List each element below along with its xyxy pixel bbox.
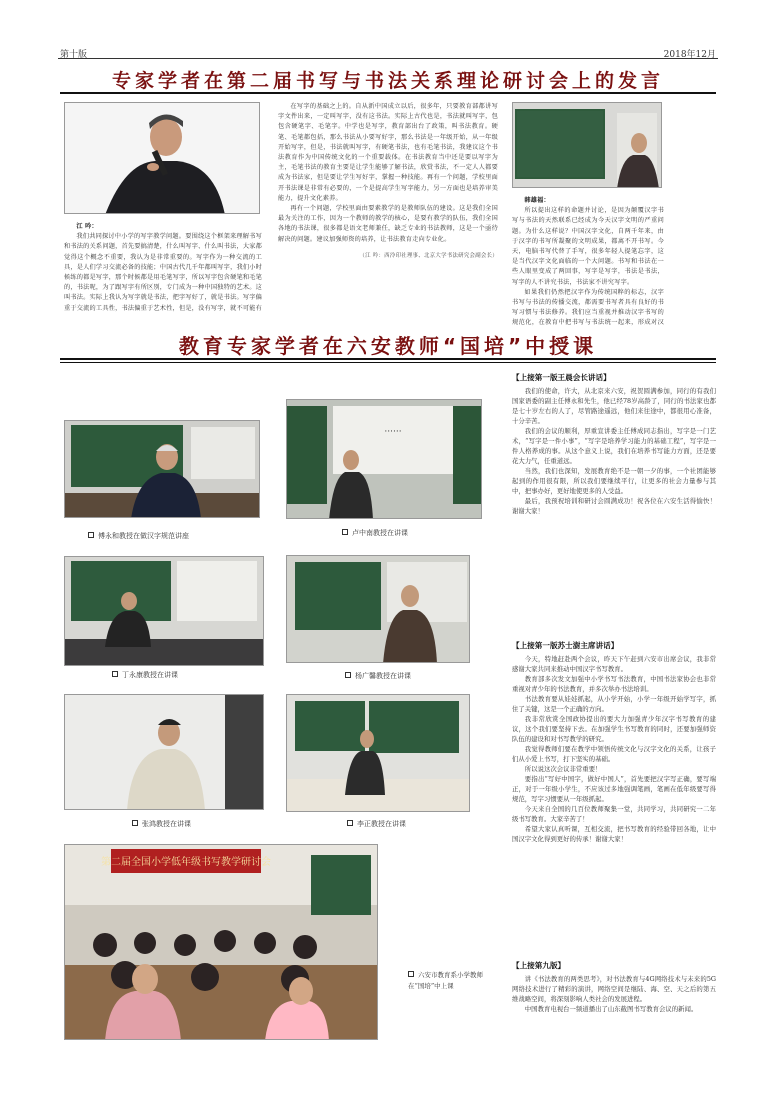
- column2-footnote: （江 吟：西泠印社理事、北京大学书法研究会副会长）: [359, 252, 498, 259]
- classroom-photo-3: [64, 556, 264, 666]
- section2-title: 教育专家学者在六安教师“国培”中授课: [178, 334, 598, 358]
- page-number-label: 第十版: [60, 50, 88, 60]
- article1-heading: 【上接第一版王晨会长讲话】: [512, 373, 611, 382]
- article3-heading: 【上接第九版】: [512, 961, 566, 970]
- article3-body: 讲《书法教育的两类思考》，对书法教育与4G网络技术与未来的5G网络技术进行了精彩的演讲，网络空间是继陆、海、空、天之后的第五维战略空间，将深刻影响人类社会的发展进程。 中国教育电视台一频道播出了山东截图书写教育会议的新闻。: [512, 975, 716, 1013]
- column2-body: 在写字的基础之上的。自从新中国成立以后，很多年，只要教育部都讲写字文件出来，一定叫写字，没有这书法。实际上古代也是，书法就叫写字，包包含硬笔字、毛笔字。中学也是写字，教育部出台了政策，叫书法教育。硬笔、毛笔都包括，那么书法从小要写好字，那么书法是一年级开始，从一年级开始写字，但是，书法就叫写字，有硬笔书法，也有毛笔书法，我建议这个书法教育作为中国传统文化的一个重要载体。在书法教育当中还是要以写字为主，毛笔书法的教育主要是让学生能够了解书法，欣赏书法，不一定人人都要成为书法家，但是要让学生写好字，掌握一种技能。再有一个问题，学校里面开书法课是非常有必要的，一个是提高学生写字能力，另一方面也是培养审美能力，提升文化素养。: [278, 103, 498, 202]
- speaker1-name: 江 吟：: [76, 223, 98, 230]
- speaker2-body: 所以提出这样的命题并讨论，是因为颠覆汉字书写与书法的天然联系已经成为今天汉字文明的严重问题。为什么这样说？中国汉字文化，自两千年来，由于汉字的书写所凝聚的文明成果，都离不开书写。今天，电脑书写代替了手写，很多年轻人提笔忘字，这是当代汉字文化面临的一个大问题。书写和书法在一些人眼里变成了两回事，写字是写字，书法是书法，写字的人不讲究书法，书法家不讲究写字。: [512, 207, 664, 286]
- column2-text: [278, 102, 498, 324]
- issue-date: 2018年12月: [663, 50, 716, 60]
- speaker2-name: 韩雄福：: [524, 197, 550, 204]
- caption-6: 李正教授在讲课: [347, 819, 406, 829]
- speaker2-body-b: 如果我们仍然把汉字作为传统国粹的标志，汉字书写与书法的传播交流，都需要书写者具有良好的书写习惯与书法修养。我们应当重视并推动汉字书写的规范化，在教育中把书写与书法统一起来，形成对汉: [512, 288, 664, 327]
- title-rule: [60, 92, 716, 94]
- section1-title: 专家学者在第二届书写与书法关系理论研讨会上的发言: [111, 70, 664, 92]
- section2-rule-thin: [60, 362, 716, 363]
- article2-heading: 【上接第一版苏士澍主席讲话】: [512, 641, 619, 650]
- column2-body-b: 再有一个问题，学校里面由要素教学的是教师队伍的建设。这是我们全国最为关注的工作，因为一个教师的教学的核心，是要有教学的队伍，我们全国各地的书法课，很多都是语文老师兼任，缺乏专业的书法教师，这是一个亟待解决的问题。建议加强师资的培养，让书法教育走向专业化。: [278, 205, 498, 243]
- classroom-photo-5: [64, 694, 264, 810]
- speaker2-text: [512, 196, 664, 328]
- article2-body: 今天，特地赶赴两个会议，昨天下午赶到六安市出席会议，我非常感谢大家共同来推动中国汉字书写教育。 教育部多次发文加强中小学书写书法教育，中国书法家协会也非常重视对青少年的书法教育，并多次举办书法培训。 书法教育要从娃娃抓起，从小学开始，小学一年级开始学写字，抓住了关键，这是一个正确的方向。 我非常欣赏全国政协提出的要大力加强青少年汉字书写教育的建议，这个我们要坚持下去。在加强学生书写教育的同时，还要加强师资队伍的建设和对书写教学的研究。 我觉得教师们要在教学中领悟传统文化与汉字文化的关系，让孩子们从小爱上书写，打下坚实的基础。 所以说这次会议非常重要！ 要指出“写好中国字，做好中国人”，首先要把汉字写正确，要写端正，对于一年级小学生，不应该过多地强调笔画，笔画在低年级要写得规范，写字习惯要从一年级抓起。 今天来自全国的几百位教师聚集一堂，共同学习，共同研究一二年级书写教育。大家辛苦了！ 希望大家认真听课，互相交流，把书写教育的经验带回各地，让中国汉字文化得到更好的传承！谢谢大家！: [512, 655, 716, 843]
- speaker1-text: [64, 222, 262, 312]
- speaker1-body: 我们共同探讨中小学的写字教学问题。要围绕这个框架来理解书写和书法的关系问题，首先要搞清楚，什么叫写字、什么叫书法，大家都觉得这个概念不重要，我认为是非常重要的。写字作为一种交流的工具，是人们学习交流必备的技能；中国古代几千年都叫写字，我们小时候练的都是写字，那个时候都是用毛笔写字，所以写字包含硬笔和毛笔的，书法呢，为了跟写字有所区别，专门成为一种中国独特的艺术。这叫书法。实际上我认为写字就是书法，把字写好了，就是书法。写字偏重于交流的工具性，书法偏重于艺术性，但是，没有写字，就不可能有: [64, 233, 262, 312]
- caption-1: 傅永和教授在做汉字规范讲座: [88, 531, 189, 541]
- classroom-photo-4: [286, 555, 470, 663]
- caption-3: 丁永康教授在讲课: [112, 670, 178, 680]
- classroom-photo-7: [64, 844, 378, 1040]
- svg-text:······: ······: [384, 427, 402, 437]
- caption-4: 杨广馨教授在讲课: [345, 671, 411, 681]
- article1-body: 我们的使命，许大，从北京来六安，祝贺圆满参加，同行的有我们国家语委的副主任傅永和先生，他已经78岁高龄了，同行的书法家也都是七十岁左右的人了，尽管路途遥远，他们来往途中，都很用心准备，十分辛苦。 我们的会议的顺利，厚重宣讲委主任傅成同志指出，写字是一门艺术，“写字是一件小事”，“写字是培养学习能力的基础工程”，写字是一件人格养成的事。从这个意义上说，我们在培养书写能力方面，还是要花大力气，任重道远。 当然，我们也深知，发展教育绝不是一朝一夕的事，一个社团能够起到的作用很有限，所以我们要继续平行，让更多的社会力量参与其中，把事办好，更好地使更多的人受益。 最后，我预祝培训和研讨会圆满成功！祝各位在六安生活得愉快！谢谢大家！: [512, 387, 716, 515]
- caption-5: 张鸿教授在讲课: [132, 819, 191, 829]
- classroom-photo-6: [286, 694, 470, 812]
- classroom-photo-2: [286, 399, 482, 519]
- speaker-photo-han: [512, 102, 662, 188]
- caption-2: 卢中南教授在讲课: [342, 528, 408, 538]
- speaker-photo-jiang: [64, 102, 260, 214]
- header-rule: [58, 58, 718, 59]
- banner-text: 第二届全国小学低年级书写教学研讨会: [101, 857, 271, 868]
- caption-7: 六安市教育系小学教师在“国培”中上课: [408, 971, 483, 990]
- classroom-photo-1: [64, 420, 260, 518]
- section2-rule: [60, 358, 716, 360]
